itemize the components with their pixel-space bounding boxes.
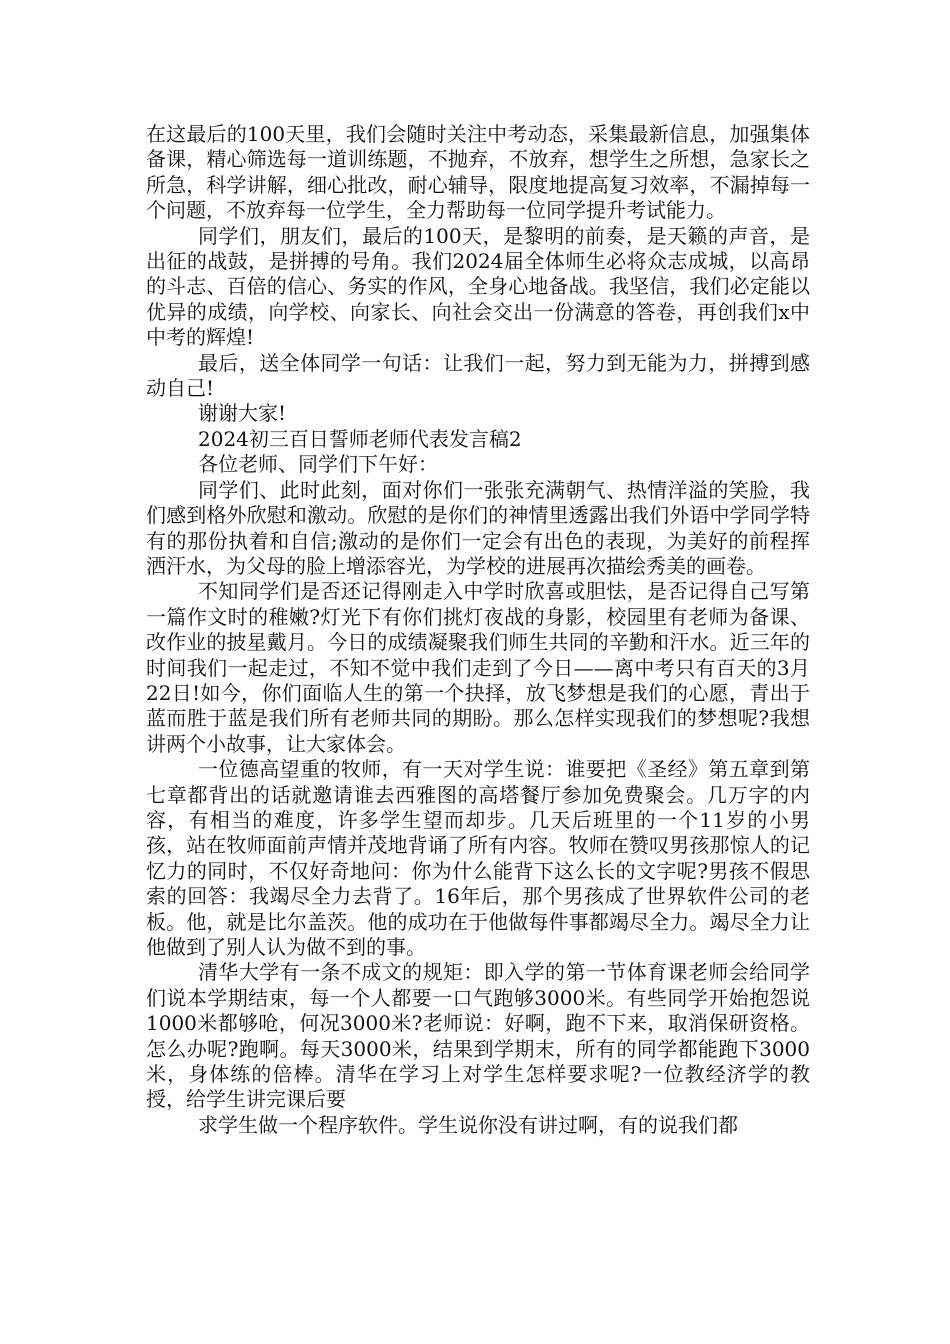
greeting: 各位老师、同学们下午好： — [198, 452, 438, 477]
section-title: 2024初三百日誓师老师代表发言稿2 — [198, 426, 522, 451]
paragraph-7: 同学们、此时此刻，面对你们一张张充满朝气、热情洋溢的笑脸，我们感到格外欣慰和激动。欣慰的是你们的神情里透露出我们外语中学同学特有的那份执着和自信;激动的是你们一定会有出色的表现，为美好的前程挥洒汗水，为父母的脸上增添容光，为学校的进展再次描绘秀美的画卷。 — [146, 477, 810, 578]
paragraph-11: 求学生做一个程序软件。学生说你没有讲过啊，有的说我们都 — [198, 1112, 738, 1137]
paragraph-4: 谢谢大家! — [198, 401, 287, 426]
paragraph-3: 最后，送全体同学一句话：让我们一起，努力到无能为力，拼搏到感动自己! — [146, 350, 810, 401]
paragraph-9: 一位德高望重的牧师，有一天对学生说：谁要把《圣经》第五章到第七章都背出的话就邀请谁去西雅图的高塔餐厅参加免费聚会。几万字的内容，有相当的难度，许多学生望而却步。几天后班里的一个11岁的小男孩，站在牧师面前声情并茂地背诵了所有内容。牧师在赞叹男孩那惊人的记忆力的同时，不仅好奇地问：你为什么能背下这么长的文字呢?男孩不假思索的回答：我竭尽全力去背了。16年后，那个男孩成了世界软件公司的老板。他，就是比尔盖茨。他的成功在于他做每件事都竭尽全力。竭尽全力让他做到了别人认为做不到的事。 — [146, 757, 810, 959]
paragraph-1: 在这最后的100天里，我们会随时关注中考动态，采集最新信息，加强集体备课，精心筛选每一道训练题，不抛弃，不放弃，想学生之所想，急家长之所急，科学讲解，细心批改，耐心辅导，限度地提高复习效率，不漏掉每一个问题，不放弃每一位学生，全力帮助每一位同学提升考试能力。 — [146, 122, 810, 223]
paragraph-8: 不知同学们是否还记得刚走入中学时欣喜或胆怯，是否记得自己写第一篇作文时的稚嫩?灯光下有你们挑灯夜战的身影，校园里有老师为备课、改作业的披星戴月。今日的成绩凝聚我们师生共同的辛勤和汗水。近三年的时间我们一起走过，不知不觉中我们走到了今日——离中考只有百天的3月22日!如今，你们面临人生的第一个抉择，放飞梦想是我们的心愿，青出于蓝而胜于蓝是我们所有老师共同的期盼。那么怎样实现我们的梦想呢?我想讲两个小故事，让大家体会。 — [146, 579, 810, 756]
paragraph-10: 清华大学有一条不成文的规矩：即入学的第一节体育课老师会给同学们说本学期结束，每一个人都要一口气跑够3000米。有些同学开始抱怨说1000米都够呛，何况3000米?老师说：好啊，跑不下来，取消保研资格。怎么办呢?跑啊。每天3000米，结果到学期末，所有的同学都能跑下3000米，身体练的倍棒。清华在学习上对学生怎样要求呢?一位教经济学的教授，给学生讲完课后要 — [146, 960, 810, 1112]
document-page — [146, 122, 810, 1138]
paragraph-2: 同学们，朋友们，最后的100天，是黎明的前奏，是天籁的声音，是出征的战鼓，是拼搏的号角。我们2024届全体师生必将众志成城，以高昂的斗志、百倍的信心、务实的作风，全身心地备战。我坚信，我们必定能以优异的成绩，向学校、向家长、向社会交出一份满意的答卷，再创我们x中中考的辉煌! — [146, 223, 810, 350]
